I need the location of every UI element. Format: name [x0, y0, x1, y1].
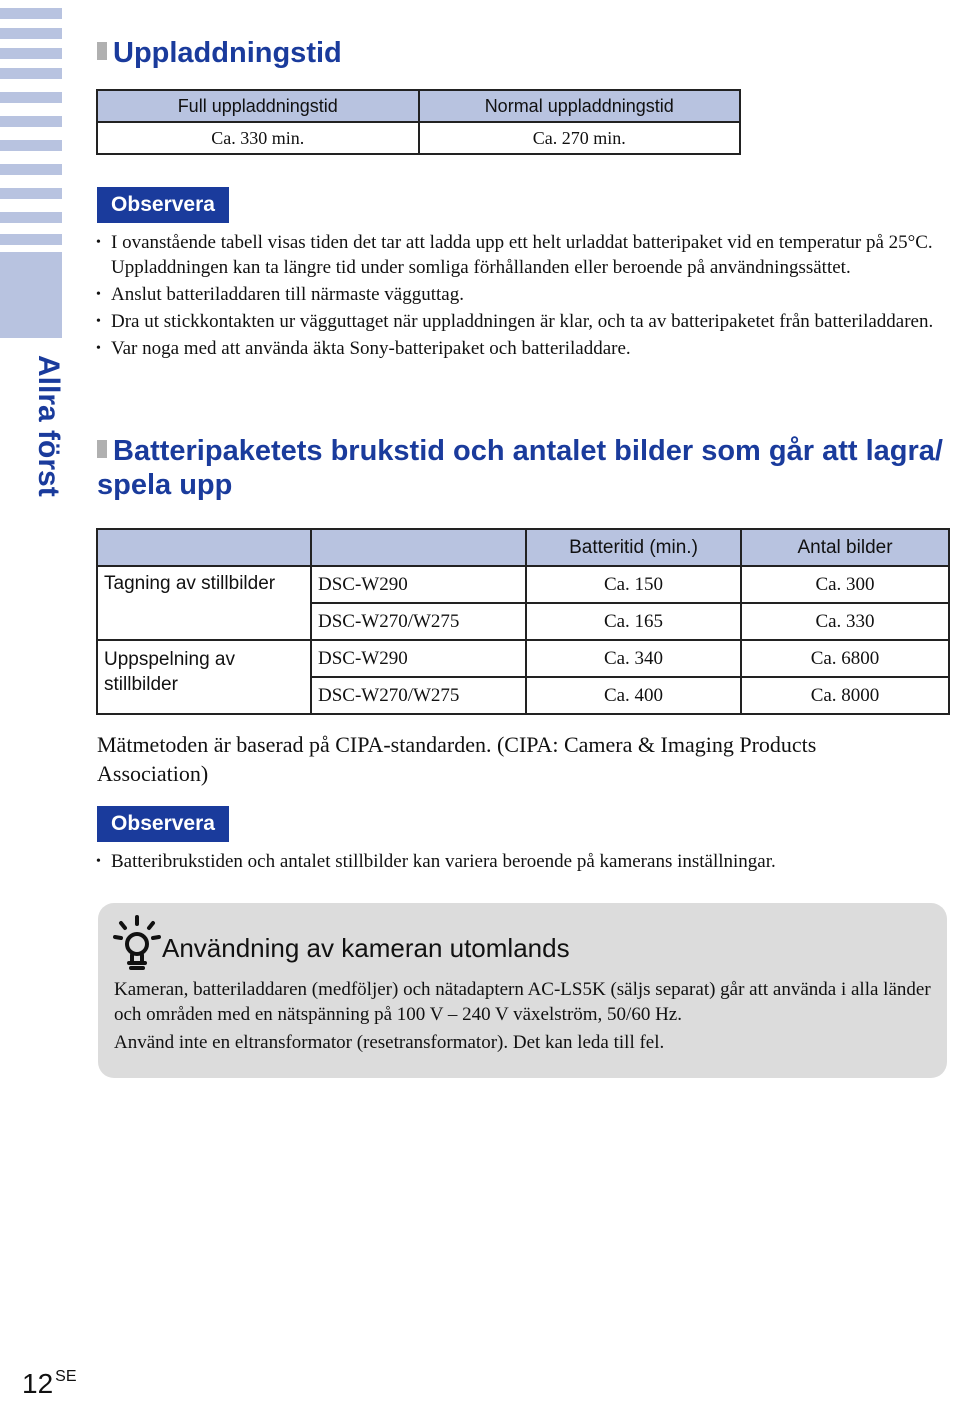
tip-body: [114, 977, 934, 1058]
battery-time-cell: Ca. 150: [526, 566, 741, 603]
section-heading-charging-time: Uppladdningstid: [97, 36, 342, 70]
model-cell: DSC-W270/W275: [311, 677, 526, 714]
table-header-full: Full uppladdningstid: [97, 90, 419, 122]
charging-time-table: [96, 89, 741, 155]
note-label: Observera: [97, 187, 229, 223]
note-label: Observera: [97, 806, 229, 842]
image-count-cell: Ca. 8000: [741, 677, 949, 714]
model-cell: DSC-W290: [311, 640, 526, 677]
table-header-normal: Normal uppladdningstid: [419, 90, 741, 122]
table-cell-normal: Ca. 270 min.: [419, 122, 741, 154]
side-stripe-decoration: [0, 0, 62, 250]
sidebar-section-label: Allra först: [32, 355, 65, 497]
page-suffix: SE: [55, 1368, 77, 1385]
table-row: [97, 566, 949, 603]
image-count-cell: Ca. 330: [741, 603, 949, 640]
list-item: • I ovanstående tabell visas tiden det tar att ladda upp ett helt urladdat batteripaket vid en temperatur på 25°C. Uppladdningen kan ta längre tid under somliga förhållanden eller beroende på användningssättet.: [96, 230, 951, 280]
heading-marker-icon: [97, 440, 107, 458]
side-block-decoration: [0, 252, 62, 338]
list-item: • Var noga med att använda äkta Sony-batteripaket och batteriladdare.: [96, 336, 951, 361]
tip-paragraph: Kameran, batteriladdaren (medföljer) och nätadaptern AC-LS5K (säljs separat) går att använda i alla länder och områden med en nätspänning på 100 V – 240 V växelström, 50/60 Hz.: [114, 979, 931, 1025]
battery-time-cell: Ca. 340: [526, 640, 741, 677]
list-item: • Anslut batteriladdaren till närmaste vägguttag.: [96, 282, 951, 307]
table-header-battery-time: Batteritid (min.): [526, 529, 741, 566]
heading-marker-icon: [97, 42, 107, 60]
battery-time-cell: Ca. 400: [526, 677, 741, 714]
tip-paragraph: Använd inte en eltransformator (resetransformator). Det kan leda till fel.: [114, 1032, 665, 1053]
section-heading-battery-life: Batteripaketets brukstid och antalet bilder som går att lagra/ spela upp: [97, 435, 943, 501]
page-number: 12 $^{SE}$: [22, 1368, 77, 1399]
tip-box: [98, 903, 947, 1078]
model-cell: DSC-W290: [311, 566, 526, 603]
list-item: • Batteribrukstiden och antalet stillbilder kan variera beroende på kamerans inställningar.: [96, 849, 951, 874]
battery-life-table: [96, 528, 950, 715]
table-header-empty: [97, 529, 311, 566]
lightbulb-icon: [112, 915, 162, 975]
row-group-label: Tagning av stillbilder: [97, 566, 311, 640]
table-header-empty: [311, 529, 526, 566]
image-count-cell: Ca. 300: [741, 566, 949, 603]
row-group-label: Uppspelning av stillbilder: [97, 640, 311, 714]
model-cell: DSC-W270/W275: [311, 603, 526, 640]
notes-list: [96, 230, 951, 363]
table-row: [97, 640, 949, 677]
tip-title: Användning av kameran utomlands: [162, 933, 570, 963]
table-cell-full: Ca. 330 min.: [97, 122, 419, 154]
notes-list: [96, 849, 951, 876]
list-item: • Dra ut stickkontakten ur vägguttaget när uppladdningen är klar, och ta av batteripaketet från batteriladdaren.: [96, 309, 951, 334]
battery-time-cell: Ca. 165: [526, 603, 741, 640]
image-count-cell: Ca. 6800: [741, 640, 949, 677]
table-header-image-count: Antal bilder: [741, 529, 949, 566]
measurement-method-text: Mätmetoden är baserad på CIPA-standarden. (CIPA: Camera & Imaging Products Association): [97, 732, 817, 786]
